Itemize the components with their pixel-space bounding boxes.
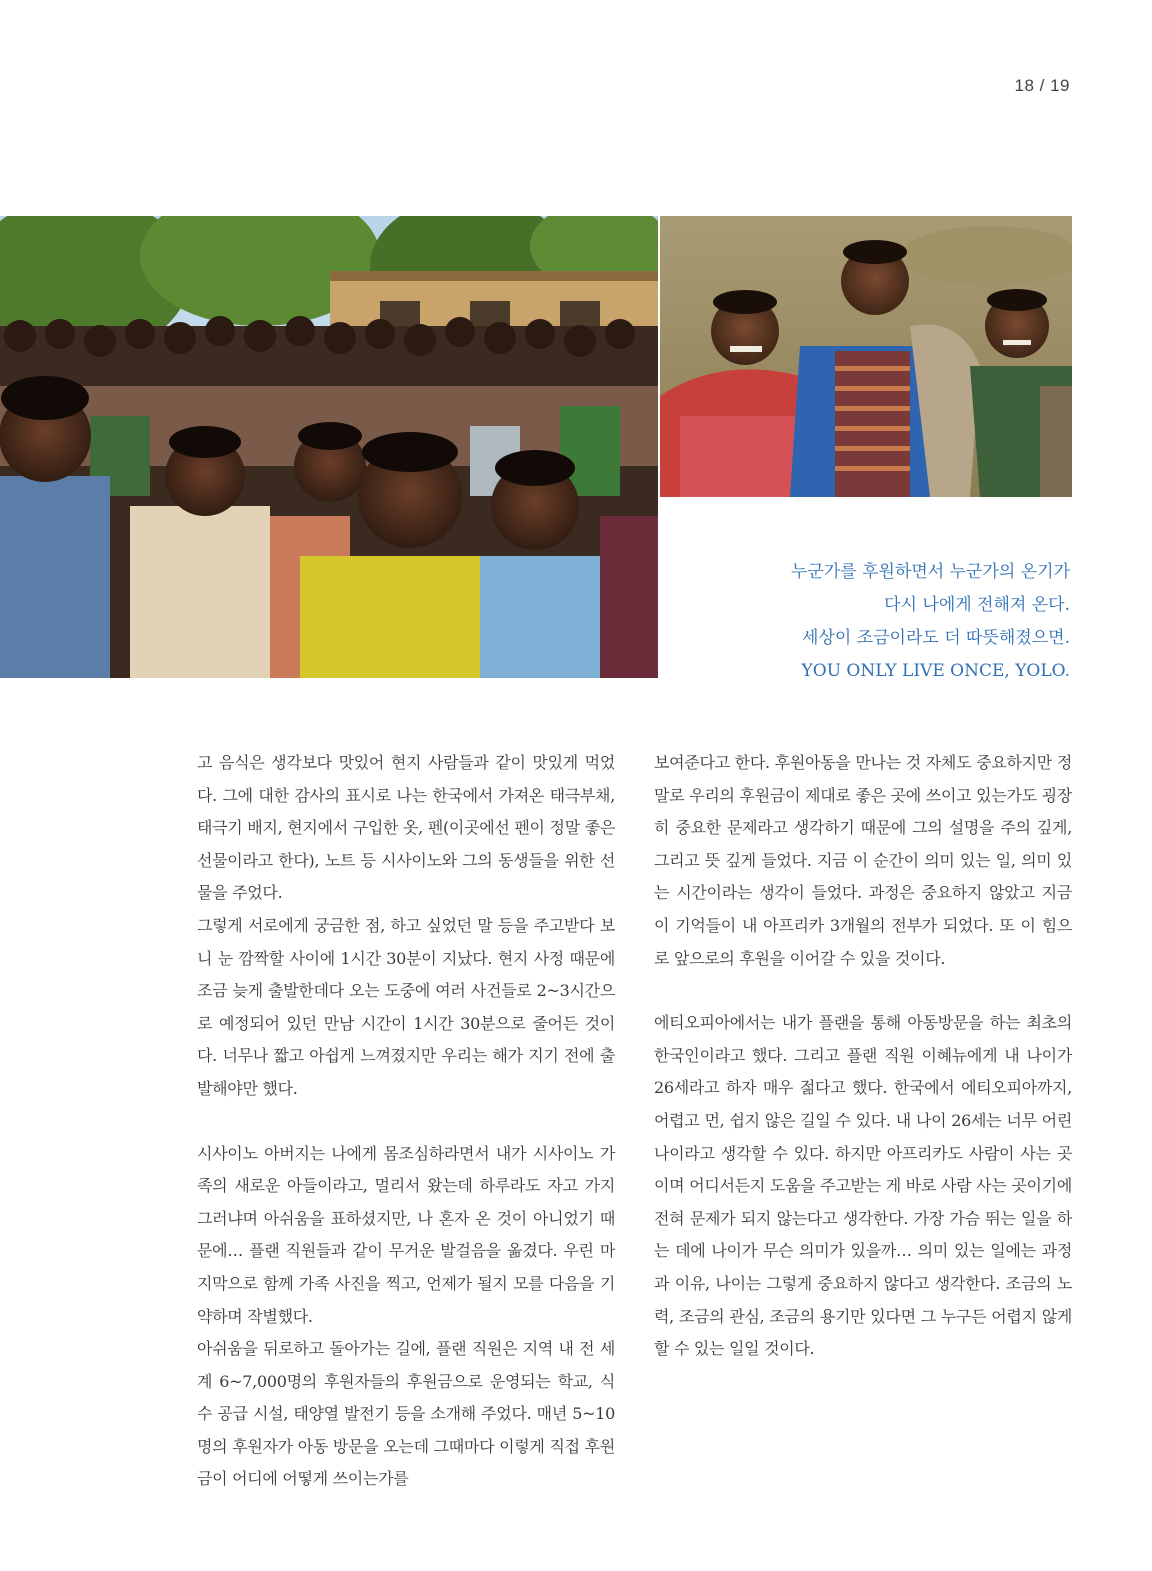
photo-three-boys-icon [660, 216, 1072, 497]
body-paragraph: 그렇게 서로에게 궁금한 점, 하고 싶었던 말 등을 주고받다 보니 눈 깜짝할 사이에 1시간 30분이 지났다. 현지 사정 때문에 조금 늦게 출발한데다 오는 도중에 여러 사건들로 2~3시간으로 예정되어 있던 만남 시간이 1시간 30분으로 줄어든 것이다. 너무나 짧고 아쉽게 느껴졌지만 우리는 해가 지기 전에 출발해야만 했다. [197, 915, 615, 1098]
body-column-left [197, 747, 615, 1496]
caption-line: 다시 나에게 전해져 온다. [884, 595, 1070, 615]
body-paragraph: 에티오피아에서는 내가 플랜을 통해 아동방문을 하는 최초의 한국인이라고 했다. 그리고 플랜 직원 이혜뉴에게 내 나이가 26세라고 하자 매우 젊다고 했다. 한국에서 에티오피아까지, 어렵고 먼, 쉽지 않은 길일 수 있다. 내 나이 26세는 너무 어린 나이라고 생각할 수 있다. 하지만 아프리카도 사람이 사는 곳이며 어디서든지 도움을 주고받는 게 바로 사람 사는 곳이기에 전혀 문제가 되지 않는다고 생각한다. 가장 가슴 뛰는 일을 하는 데에 나이가 무슨 의미가 있을까… 의미 있는 일에는 과정과 이유, 나이는 그렇게 중요하지 않다고 생각한다. 조금의 노력, 조금의 관심, 조금의 용기만 있다면 그 누구든 어렵지 않게 할 수 있는 일일 것이다. [654, 1013, 1072, 1359]
body-paragraph: 시사이노 아버지는 나에게 몸조심하라면서 내가 시사이노 가족의 새로운 아들이라고, 멀리서 왔는데 하루라도 자고 가지 그러냐며 아쉬움을 표하셨지만, 나 혼자 온 것이 아니었기 때문에… 플랜 직원들과 같이 무거운 발걸음을 옮겼다. 우린 마지막으로 함께 가족 사진을 찍고, 언제가 될지 모를 다음을 기약하며 작별했다. [197, 1143, 615, 1326]
body-column-right [654, 747, 1072, 1366]
body-paragraph: 보여준다고 한다. 후원아동을 만나는 것 자체도 중요하지만 정말로 우리의 후원금이 제대로 좋은 곳에 쓰이고 있는가도 굉장히 중요한 문제라고 생각하기 때문에 그의 설명을 주의 깊게, 그리고 뜻 깊게 들었다. 지금 이 순간이 의미 있는 일, 의미 있는 시간이라는 생각이 들었다. 과정은 중요하지 않았고 지금 이 기억들이 내 아프리카 3개월의 전부가 되었다. 또 이 힘으로 앞으로의 후원을 이어갈 수 있을 것이다. [654, 753, 1072, 968]
photo-children-crowd-icon [0, 216, 658, 678]
body-paragraph: 아쉬움을 뒤로하고 돌아가는 길에, 플랜 직원은 지역 내 전 세계 6~7,000명의 후원자들의 후원금으로 운영되는 학교, 식수 공급 시설, 태양열 발전기 등을 소개해 주었다. 매년 5~10명의 후원자가 아동 방문을 오는데 그때마다 이렇게 직접 후원금이 어디에 어떻게 쓰이는가를 [197, 1339, 615, 1489]
page-number: 18 / 19 [1014, 76, 1070, 95]
photo-children-crowd [0, 216, 658, 678]
caption-line: 세상이 조금이라도 더 따뜻해졌으면. [802, 628, 1070, 648]
body-paragraph: 고 음식은 생각보다 맛있어 현지 사람들과 같이 맛있게 먹었다. 그에 대한 감사의 표시로 나는 한국에서 가져온 태극부채, 태극기 배지, 현지에서 구입한 옷, 펜(이곳에선 펜이 정말 좋은 선물이라고 한다), 노트 등 시사이노와 그의 동생들을 위한 선물을 주었다. [197, 753, 615, 903]
caption-line: YOU ONLY LIVE ONCE, YOLO. [801, 661, 1070, 681]
photo-three-boys [660, 216, 1072, 497]
caption-line: 누군가를 후원하면서 누군가의 온기가 [791, 562, 1070, 582]
photo-caption [680, 556, 1070, 688]
